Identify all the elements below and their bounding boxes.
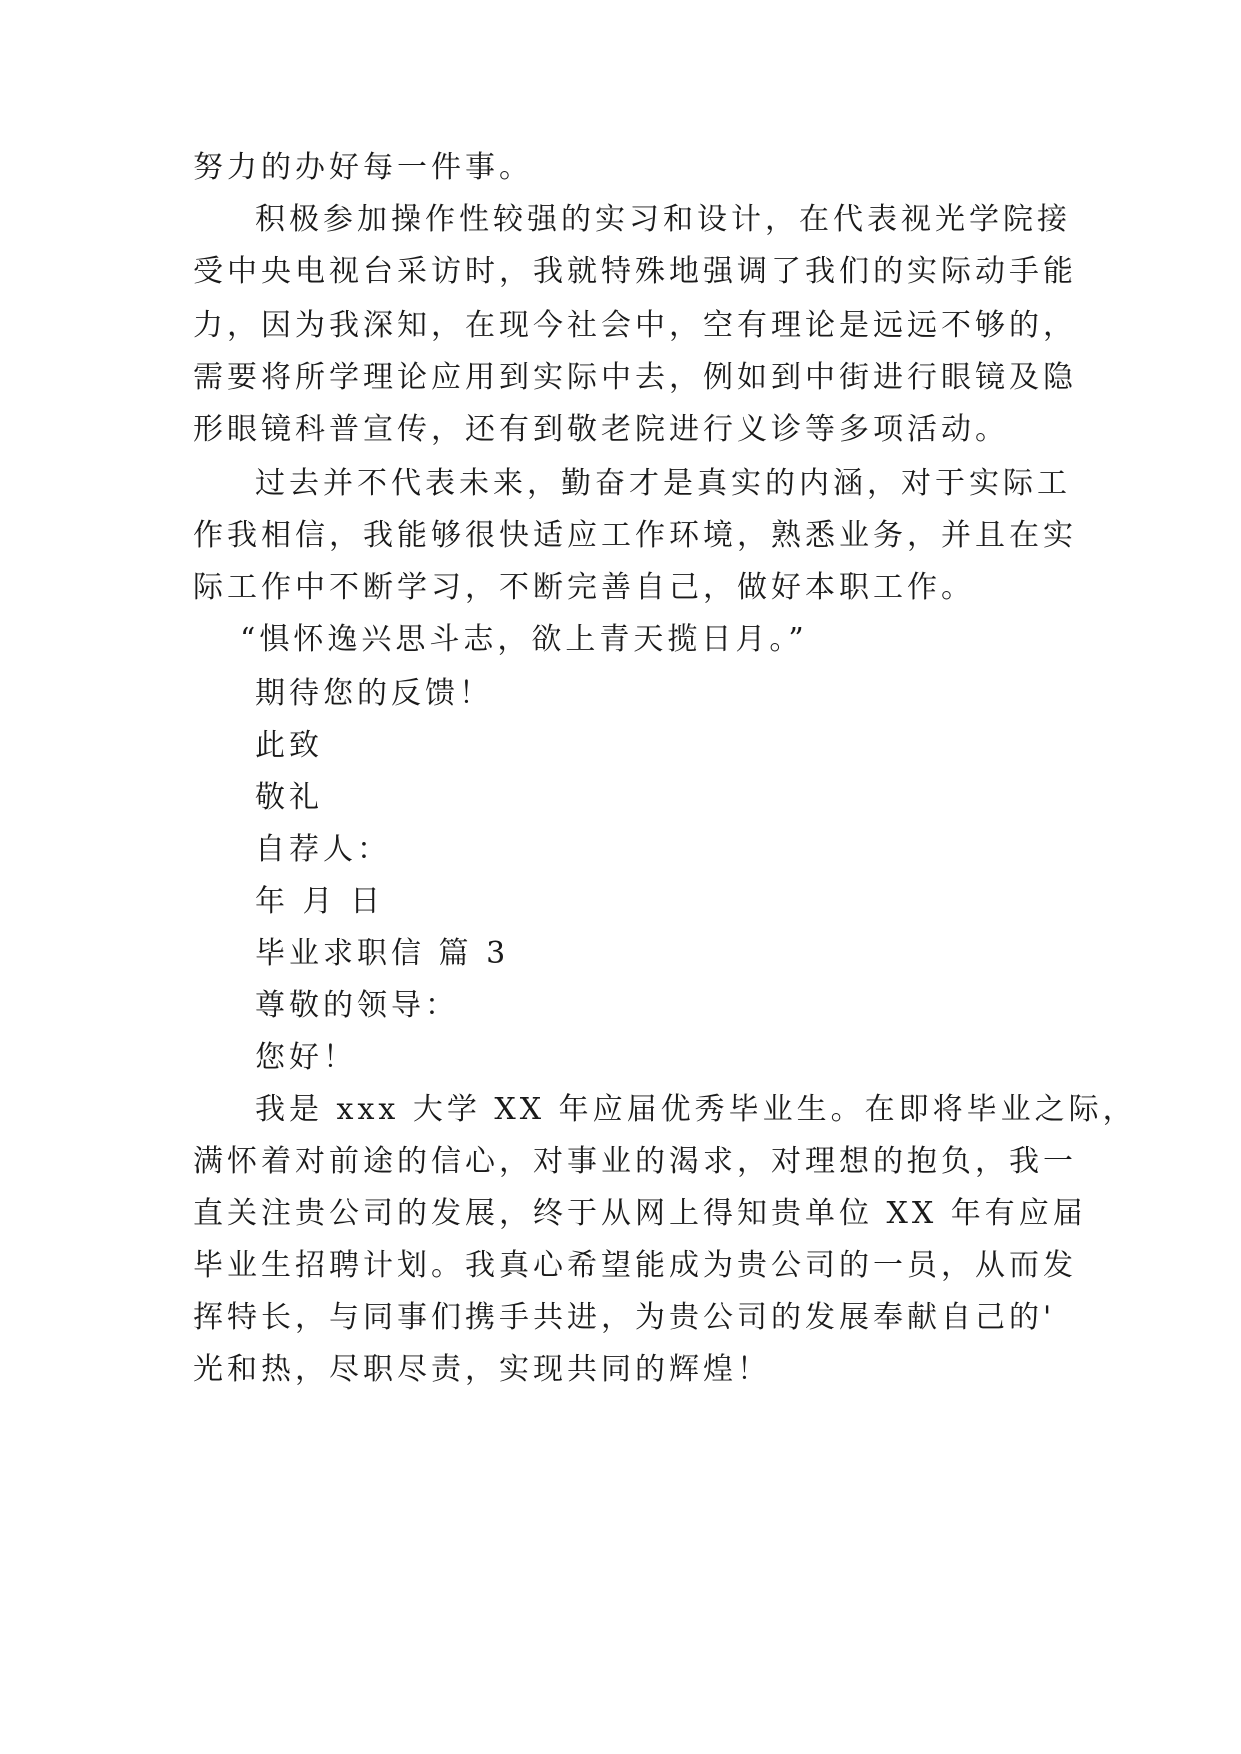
paragraph-start-line: 过去并不代表未来，勤奋才是真实的内涵，对于实际工 [255,466,1071,501]
text-line: 满怀着对前途的信心，对事业的渴求，对理想的抱负，我一 [193,1144,1077,1179]
greeting-line: 您好！ [255,1040,357,1075]
text-line: 际工作中不断学习，不断完善自己，做好本职工作。 [193,570,975,605]
text-line: 需要将所学理论应用到实际中去，例如到中街进行眼镜及隐 [193,360,1077,395]
text-line: 作我相信，我能够很快适应工作环境，熟悉业务，并且在实 [193,518,1077,553]
salutation-line: 此致 [255,728,323,763]
paragraph-start-line: 我是 xxx 大学 XX 年应届优秀毕业生。在即将毕业之际， [255,1092,1137,1127]
text-line: 形眼镜科普宣传，还有到敬老院进行义诊等多项活动。 [193,412,1009,447]
text-line: 力，因为我深知，在现今社会中，空有理论是远远不够的， [193,308,1077,343]
quote-line: “惧怀逸兴思斗志，欲上青天揽日月。” [240,622,808,657]
signature-label: 自荐人： [255,832,391,867]
salutation-line: 敬礼 [255,780,323,815]
text-line: 光和热，尽职尽责，实现共同的辉煌！ [193,1352,771,1387]
text-line: 毕业生招聘计划。我真心希望能成为贵公司的一员，从而发 [193,1248,1077,1283]
paragraph-start-line: 积极参加操作性较强的实习和设计，在代表视光学院接 [255,202,1071,237]
text-line: 努力的办好每一件事。 [193,150,533,185]
greeting-line: 尊敬的领导： [255,988,459,1023]
text-line: 挥特长，与同事们携手共进，为贵公司的发展奉献自己的' [193,1300,1056,1335]
date-line: 年 月 日 [255,884,385,919]
text-line: 受中央电视台采访时，我就特殊地强调了我们的实际动手能 [193,254,1077,289]
text-line: 直关注贵公司的发展，终于从网上得知贵单位 XX 年有应届 [193,1196,1087,1231]
section-heading: 毕业求职信 篇 3 [255,936,510,971]
closing-line: 期待您的反馈！ [255,676,493,711]
